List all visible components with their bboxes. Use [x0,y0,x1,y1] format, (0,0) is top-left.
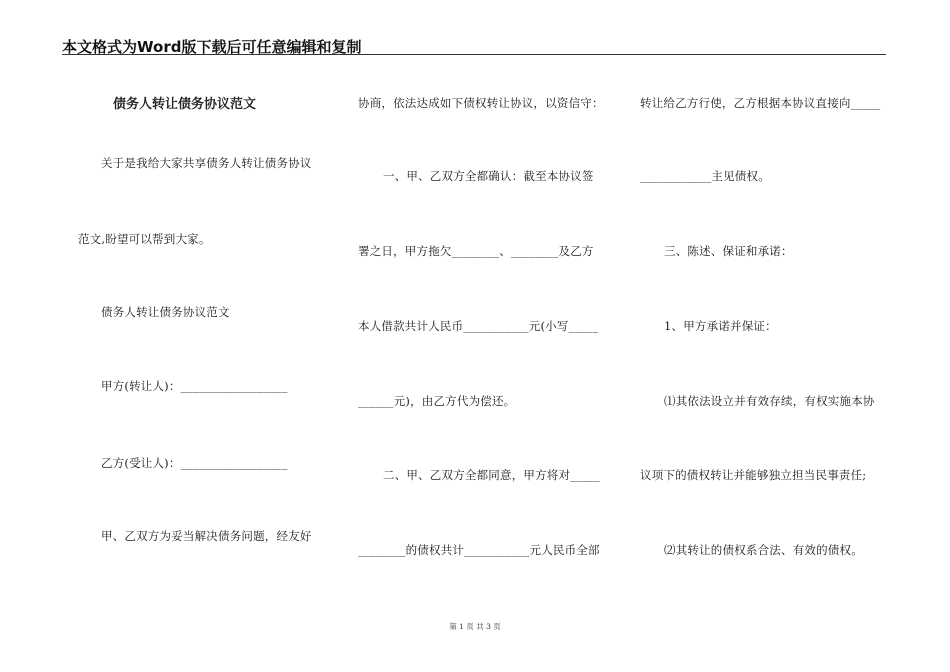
text-line: 本人借款共计人民币___________元(小写_____ [358,319,599,333]
document-header-title: 本文格式为Word版下载后可任意编辑和复制 [62,38,362,56]
text-line: 范文,盼望可以帮到大家。 [78,232,211,246]
text-line: ⑴其依法设立并有效存续，有权实施本协 [664,394,875,408]
text-line: ________的债权共计___________元人民币全部 [358,543,600,557]
text-line: ____________主见债权。 [640,169,770,183]
text-line: 转让给乙方行使，乙方根据本协议直接向_____ [640,96,881,110]
page-number: 第 1 页 共 3 页 [449,622,501,631]
text-line: ⑵其转让的债权系合法、有效的债权。 [664,543,863,557]
header-divider [62,54,886,55]
text-line: ______元)，由乙方代为偿还。 [358,394,516,408]
text-line: 1、甲方承诺并保证： [664,319,777,333]
text-line: 债务人转让债务协议范文 [101,305,230,319]
text-line: 二、甲、乙双方全都同意，甲方将对_____ [383,468,600,482]
text-line: 一、甲、乙双方全都确认：截至本协议签 [383,169,594,183]
text-line: 协商，依法达成如下债权转让协议，以资信守： [358,96,604,110]
document-title: 债务人转让债务协议范文 [113,97,257,112]
text-line: 甲、乙双方为妥当解决债务问题，经友好 [101,529,312,543]
text-line: 议项下的债权转让并能够独立担当民事责任; [640,468,867,482]
text-line: 乙方(受让人)：__________________ [101,456,288,470]
text-line: 关于是我给大家共享债务人转让债务协议 [101,156,312,170]
text-line: 三、陈述、保证和承诺： [664,244,793,258]
text-line: 署之日，甲方拖欠________、________及乙方 [358,244,594,258]
text-line: 甲方(转让人)：__________________ [101,379,288,393]
